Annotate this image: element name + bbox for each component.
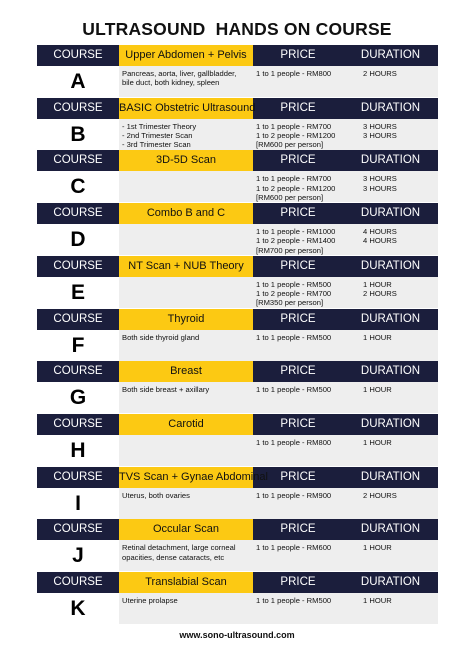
duration-label: DURATION (360, 154, 421, 167)
course-block-j (37, 519, 438, 571)
course-letter: C (37, 171, 119, 202)
course-name: Carotid (119, 414, 253, 435)
course-block-h (37, 414, 438, 466)
duration-line: 2 HOURS (363, 490, 397, 500)
duration-line: 1 HOUR (363, 279, 392, 289)
course-header (37, 203, 438, 224)
course-name: Translabial Scan (119, 572, 253, 593)
duration-line: 1 HOUR (363, 332, 392, 342)
description-line: - 2nd Trimester Scan (122, 130, 193, 140)
course-duration (363, 69, 435, 78)
course-details (37, 488, 438, 519)
price-line: 1 to 2 people - RM1200 (256, 130, 336, 140)
description-line: Both side breast + axillary (122, 385, 210, 395)
duration-line: 1 HOUR (363, 385, 392, 395)
duration-line: 3 HOURS (363, 130, 397, 140)
course-name: NT Scan + NUB Theory (119, 256, 253, 277)
course-duration (363, 280, 435, 298)
course-details (37, 277, 438, 308)
course-price (256, 543, 346, 552)
course-letter: G (37, 382, 119, 413)
course-label: COURSE (53, 207, 103, 220)
course-letter: E (37, 277, 119, 308)
course-letter: A (37, 66, 119, 97)
course-block-e (37, 256, 438, 308)
price-line: 1 to 1 people - RM900 (256, 490, 332, 500)
course-letter: J (37, 540, 119, 571)
price-line: 1 to 1 people - RM600 (256, 543, 332, 553)
course-label: COURSE (53, 312, 103, 325)
price-line: 1 to 1 people - RM500 (256, 596, 332, 605)
price-label: PRICE (280, 470, 316, 483)
duration-line: 4 HOURS (363, 236, 397, 246)
description-line: - 3rd Trimester Scan (122, 140, 191, 150)
course-price (256, 385, 346, 394)
course-header (37, 150, 438, 171)
price-label: PRICE (280, 365, 316, 378)
duration-line: 1 HOUR (363, 596, 392, 605)
course-description (122, 543, 250, 561)
course-price (256, 438, 346, 447)
page-title: ULTRASOUND HANDS ON COURSE (82, 19, 392, 39)
course-label: COURSE (53, 154, 103, 167)
course-duration (363, 438, 435, 447)
price-line: 1 to 2 people - RM1400 (256, 236, 336, 246)
description-line: - 1st Trimester Theory (122, 121, 197, 131)
course-block-k (37, 572, 438, 624)
duration-label: DURATION (360, 576, 421, 588)
course-label: COURSE (53, 49, 103, 61)
description-line: bile duct, both kidney, spleen (122, 78, 220, 88)
price-line: 1 to 1 people - RM1000 (256, 227, 336, 237)
price-line: 1 to 1 people - RM500 (256, 332, 332, 342)
course-header (37, 256, 438, 277)
course-details (37, 66, 438, 97)
course-block-c (37, 150, 438, 202)
duration-label: DURATION (360, 49, 421, 61)
duration-label: DURATION (360, 523, 421, 536)
price-line: 1 to 1 people - RM700 (256, 121, 332, 131)
description-line: opacities, dense cataracts, etc (122, 552, 225, 562)
course-details (37, 330, 438, 361)
course-header (37, 519, 438, 540)
course-name: Combo B and C (119, 203, 253, 224)
duration-line: 1 HOUR (363, 437, 392, 447)
price-line: [RM700 per person] (256, 245, 324, 255)
course-description (122, 491, 250, 500)
course-header (37, 361, 438, 382)
course-description (122, 385, 250, 394)
course-details (37, 171, 438, 202)
duration-label: DURATION (360, 417, 421, 430)
price-line: 1 to 1 people - RM500 (256, 385, 332, 395)
price-line: 1 to 1 people - RM700 (256, 174, 332, 184)
course-description (122, 69, 250, 87)
course-name: Occular Scan (119, 519, 253, 540)
price-label: PRICE (280, 101, 316, 114)
course-duration (363, 385, 435, 394)
course-duration (363, 122, 435, 140)
price-label: PRICE (280, 417, 316, 430)
course-letter: F (37, 330, 119, 361)
course-duration (363, 333, 435, 342)
course-price (256, 491, 346, 500)
course-label: COURSE (53, 259, 103, 272)
course-block-a (37, 45, 438, 97)
description-line: Uterine prolapse (122, 596, 178, 605)
course-label: COURSE (53, 101, 103, 114)
course-letter: I (37, 488, 119, 519)
course-name: 3D-5D Scan (119, 150, 253, 171)
course-price (256, 333, 346, 342)
price-line: 1 to 1 people - RM800 (256, 437, 332, 447)
course-name: TVS Scan + Gynae Abdominal (119, 467, 253, 488)
course-name: Breast (119, 361, 253, 382)
course-block-i (37, 467, 438, 519)
duration-label: DURATION (360, 259, 421, 272)
price-label: PRICE (280, 207, 316, 220)
course-duration (363, 596, 435, 605)
course-details (37, 224, 438, 255)
price-label: PRICE (280, 154, 316, 167)
course-duration (363, 543, 435, 552)
course-block-d (37, 203, 438, 255)
course-letter: K (37, 593, 119, 624)
duration-line: 3 HOURS (363, 174, 397, 184)
website-footer[interactable]: www.sono-ultrasound.com (179, 630, 295, 640)
price-label: PRICE (280, 576, 316, 588)
course-price (256, 69, 346, 78)
price-label: PRICE (280, 259, 316, 272)
course-letter: D (37, 224, 119, 255)
course-label: COURSE (53, 365, 103, 378)
course-header (37, 98, 438, 119)
course-name: BASIC Obstetric Ultrasound (119, 98, 253, 119)
course-header (37, 45, 438, 66)
course-details (37, 593, 438, 624)
course-header (37, 309, 438, 330)
course-name: Upper Abdomen + Pelvis (119, 45, 253, 66)
course-header (37, 414, 438, 435)
course-label: COURSE (53, 417, 103, 430)
course-letter: B (37, 119, 119, 150)
course-label: COURSE (53, 576, 103, 588)
price-line: 1 to 1 people - RM800 (256, 69, 332, 78)
course-details (37, 119, 438, 150)
course-description (122, 122, 250, 150)
course-header (37, 467, 438, 488)
description-line: Both side thyroid gland (122, 332, 200, 342)
duration-label: DURATION (360, 365, 421, 378)
price-line: [RM600 per person] (256, 192, 324, 202)
duration-label: DURATION (360, 101, 421, 114)
course-details (37, 435, 438, 466)
course-details (37, 382, 438, 413)
course-price (256, 596, 346, 605)
course-duration (363, 174, 435, 192)
course-header (37, 572, 438, 593)
course-description (122, 333, 250, 342)
course-details (37, 540, 438, 571)
price-line: 1 to 2 people - RM700 (256, 289, 332, 298)
course-label: COURSE (53, 470, 103, 483)
course-price (256, 227, 346, 255)
price-line: 1 to 1 people - RM500 (256, 279, 332, 289)
course-duration (363, 227, 435, 245)
price-line: [RM350 per person] (256, 298, 324, 308)
course-label: COURSE (53, 523, 103, 536)
price-label: PRICE (280, 523, 316, 536)
course-block-f (37, 309, 438, 361)
description-line: Uterus, both ovaries (122, 490, 190, 500)
course-letter: H (37, 435, 119, 466)
course-price (256, 174, 346, 202)
price-line: [RM600 per person] (256, 140, 324, 150)
course-duration (363, 491, 435, 500)
duration-label: DURATION (360, 312, 421, 325)
duration-line: 2 HOURS (363, 69, 397, 78)
duration-label: DURATION (360, 470, 421, 483)
course-price (256, 280, 346, 308)
duration-line: 1 HOUR (363, 543, 392, 553)
course-block-g (37, 361, 438, 413)
duration-line: 3 HOURS (363, 183, 397, 193)
course-description (122, 596, 250, 605)
duration-line: 4 HOURS (363, 227, 397, 237)
price-line: 1 to 2 people - RM1200 (256, 183, 336, 193)
duration-line: 3 HOURS (363, 121, 397, 131)
course-name: Thyroid (119, 309, 253, 330)
course-price (256, 122, 346, 150)
duration-label: DURATION (360, 207, 421, 220)
price-label: PRICE (280, 312, 316, 325)
description-line: Pancreas, aorta, liver, gallbladder, (122, 69, 237, 78)
price-label: PRICE (280, 49, 316, 61)
duration-line: 2 HOURS (363, 289, 397, 298)
course-block-b (37, 98, 438, 150)
description-line: Retinal detachment, large corneal (122, 543, 236, 553)
